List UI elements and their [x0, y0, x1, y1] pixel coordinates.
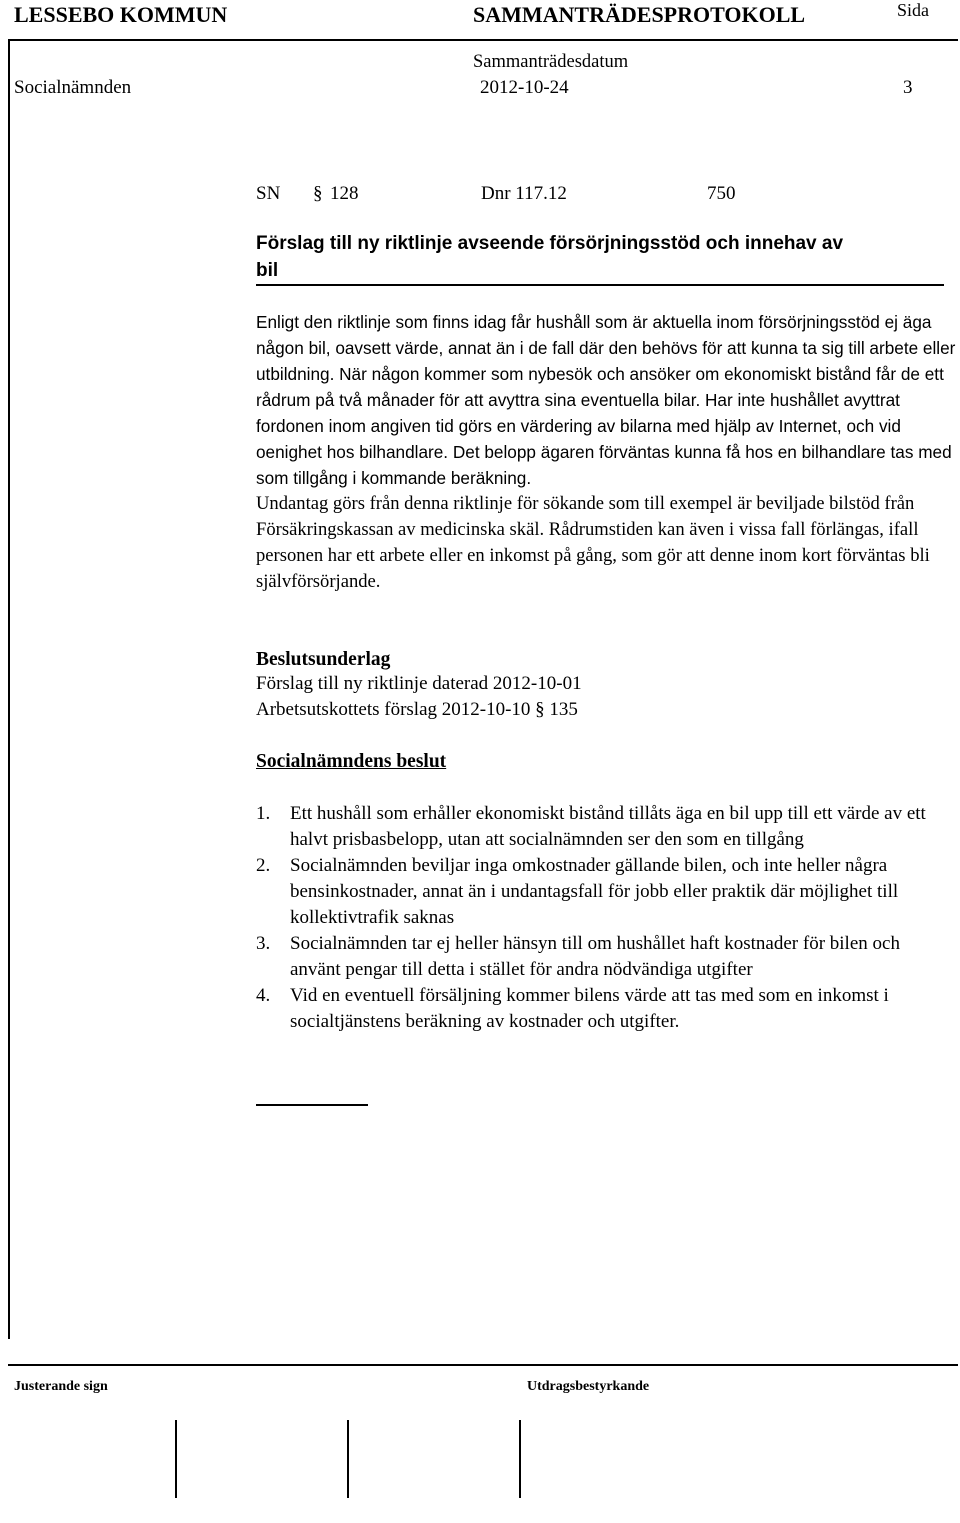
body-paragraph-1: Enligt den riktlinje som finns idag får hushåll som är aktuella inom försörjningsstöd ej äga någon bil, oavsett värde, annat än i de fall där den behövs för att kunna ta sig till arbete eller utbildning. När någon kommer som nybesök och ansöker om ekonomiskt bistånd får de ett rådrum på två månader för att avyttra sina eventuella bilar. Har inte hushållet avyttrat fordonen inom angiven tid görs en värdering av bilarna med hjälp av Internet, och vid oenighet hos bilhandlare. Det belopp ägaren förväntas kunna få hos en bilhandlare tas med som tillgång i kommande beräkning. [256, 312, 956, 488]
municipality-name: LESSEBO KOMMUN [14, 2, 228, 27]
page-number: 3 [903, 77, 913, 98]
basis-item-2-row [256, 699, 578, 721]
case-sn-label: SN [256, 183, 281, 204]
decision-heading: Socialnämndens beslut [256, 751, 447, 772]
signature-box-divider [347, 1420, 349, 1498]
signature-box-divider [519, 1420, 521, 1498]
case-code: 750 [707, 183, 736, 204]
diary-number: Dnr 117.12 [481, 183, 567, 204]
utdragsbestyrkande-label: Utdragsbestyrkande [527, 1379, 650, 1394]
basis-item-1: Förslag till ny riktlinje daterad 2012-10-01 [256, 673, 582, 694]
document-type: SAMMANTRÄDESPROTOKOLL [473, 2, 806, 27]
end-rule [256, 1104, 368, 1106]
case-title-line1: Förslag till ny riktlinje avseende försörjningsstöd och innehav av [256, 233, 844, 254]
paragraph-sign: § [313, 183, 323, 204]
decision-item: 1. Ett hushåll som erhåller ekonomiskt bistånd tillåts äga en bil upp till ett värde av ett halvt prisbasbelopp, utan att socialnämnden ser den som en tillgång [256, 803, 926, 850]
footer-rule [8, 1364, 958, 1366]
basis-item-3: 135 [549, 699, 578, 720]
paragraph-sign: § [535, 699, 545, 720]
decision-item: 3. Socialnämnden tar ej heller hänsyn till om hushållet haft kostnader för bilen och använt pengar till detta i stället för andra nödvändiga utgifter [256, 933, 900, 980]
decision-list [256, 801, 936, 1035]
header-rule [8, 39, 958, 41]
signature-box-divider [175, 1420, 177, 1498]
left-margin-rule [8, 39, 10, 1339]
decision-item: 2. Socialnämnden beviljar inga omkostnader gällande bilen, och inte heller några bensinkostnader, annat än i undantagsfall för jobb eller praktik där möjlighet till kollektivtrafik saknas [256, 855, 899, 928]
case-number: 128 [330, 183, 359, 204]
case-title-line2: bil [256, 260, 279, 281]
body-paragraph-2: Undantag görs från denna riktlinje för sökande som till exempel är beviljade bilstöd från Försäkringskassan av medicinska skäl. Rådrumstiden kan även i vissa fall förlängas, ifall personen har ett arbete eller en inkomst på gång, som gör att denne inom kort förväntas bli självförsörjande. [256, 493, 930, 592]
meeting-date: 2012-10-24 [480, 77, 569, 98]
title-underline [256, 284, 944, 286]
date-label: Sammanträdesdatum [473, 52, 629, 72]
basis-item-2: Arbetsutskottets förslag 2012-10-10 [256, 699, 531, 720]
basis-heading: Beslutsunderlag [256, 649, 391, 670]
decision-item: 4. Vid en eventuell försäljning kommer bilens värde att tas med som en inkomst i socialtjänstens beräkning av kostnader och utgifter. [256, 985, 889, 1032]
justerande-sign-label: Justerande sign [14, 1379, 108, 1394]
page-label: Sida [897, 0, 930, 20]
committee-name: Socialnämnden [14, 77, 132, 98]
